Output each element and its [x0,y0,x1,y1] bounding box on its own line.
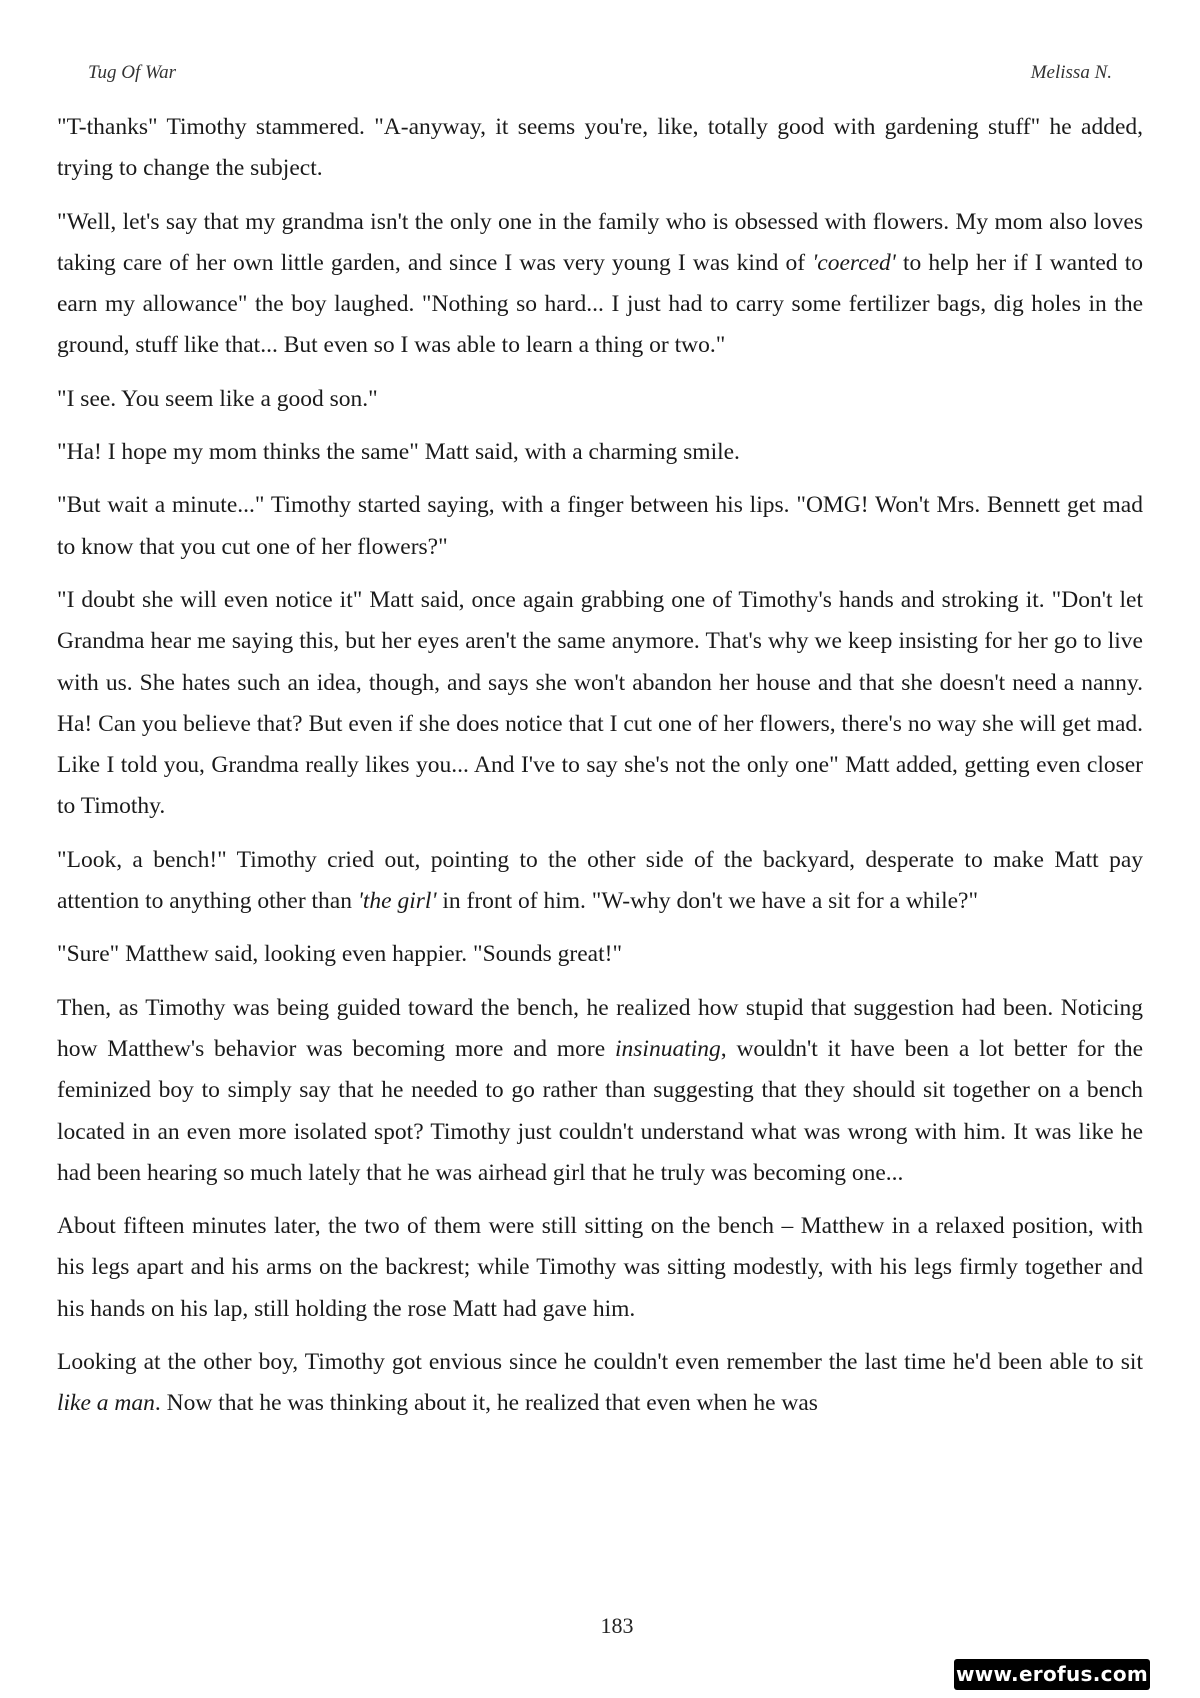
paragraph [57,840,1143,923]
text-run: "Sure" Matthew said, looking even happier. "Sounds great!" [57,941,623,968]
text-run: to help her if I wanted to earn my allowance" the boy laughed. "Nothing so hard... I just had to carry some fertilizer bags, dig holes in the ground, stuff like that... But even so I was able to learn a thing or two." [57,249,1143,359]
paragraph [57,1206,1143,1330]
paragraph [57,1342,1143,1425]
text-run: "Look, a bench!" Timothy cried out, pointing to the other side of the backyard, desperate to make Matt pay attention to anything other than [57,846,1143,915]
text-run: "I see. You seem like a good son." [57,385,378,412]
text-run: "T-thanks" Timothy stammered. "A-anyway, it seems you're, like, totally good with gardening stuff" he added, trying to change the subject. [57,114,1143,182]
text-run: "I doubt she will even notice it" Matt said, once again grabbing one of Timothy's hands and stroking it. "Don't let Grandma hear me saying this, but her eyes aren't the same anymore. That's why we keep insisting for her go to live with us. She hates such an idea, though, and says she won't abandon her house and that she doesn't need a nanny. Ha! Can you believe that? But even if she does notice that I cut one of her flowers, there's no way she will get mad. Like I told you, Grandma really likes you... And I've to say she's not the only one" Matt added, getting even closer to Timothy. [57,586,1143,820]
book-title: Tug Of War [88,62,176,83]
text-run: . Now that he was thinking about it, he realized that even when he was [154,1390,818,1417]
text-run: , wouldn't it have been a lot better for the feminized boy to simply say that he needed to go rather than suggesting that they should sit together on a bench located in an even more isolated spot? Timothy just couldn't understand what was wrong with him. It was like he had been hearing so much lately that he was airhead girl that he truly was becoming one... [57,1035,1143,1186]
italic-text: insinuating [614,1035,721,1062]
paragraph [57,485,1143,568]
paragraph [57,432,1143,473]
text-run: About fifteen minutes later, the two of them were still sitting on the bench – Matthew in a relaxed position, with his legs apart and his arms on the backrest; while Timothy was sitting modestly, with his legs firmly together and his hands on his lap, still holding the rose Matt had gave him. [57,1213,1143,1322]
paragraph [57,934,1143,975]
body-text [57,107,1143,1437]
text-run: Then, as Timothy was being guided toward the bench, he realized how stupid that suggestion had been. Noticing how Matthew's behavior was becoming more and more [57,994,1143,1062]
paragraph [57,202,1143,367]
italic-text: 'coerced' [812,249,896,276]
paragraph [57,988,1143,1194]
text-run: "But wait a minute..." Timothy started saying, with a finger between his lips. "OMG! Won't Mrs. Bennett get mad to know that you cut one of her flowers?" [57,492,1143,560]
text-run: "Well, let's say that my grandma isn't the only one in the family who is obsessed with flowers. My mom also loves taking care of her own little garden, and since I was very young I was kind of [57,208,1143,276]
italic-text: 'the girl' [357,888,437,915]
author-name: Melissa N. [1030,62,1112,83]
paragraph [57,107,1143,190]
text-run: "Ha! I hope my mom thinks the same" Matt said, with a charming smile. [57,439,740,466]
italic-text: like a man [57,1390,155,1417]
paragraph [57,580,1143,828]
text-run: Looking at the other boy, Timothy got envious since he couldn't even remember the last time he'd been able to sit [57,1349,1143,1376]
text-run: in front of him. "W-why don't we have a sit for a while?" [436,888,979,915]
watermark-badge[interactable]: www.erofus.com [954,1659,1150,1690]
page-number: 183 [600,1613,634,1638]
paragraph [57,379,1143,420]
